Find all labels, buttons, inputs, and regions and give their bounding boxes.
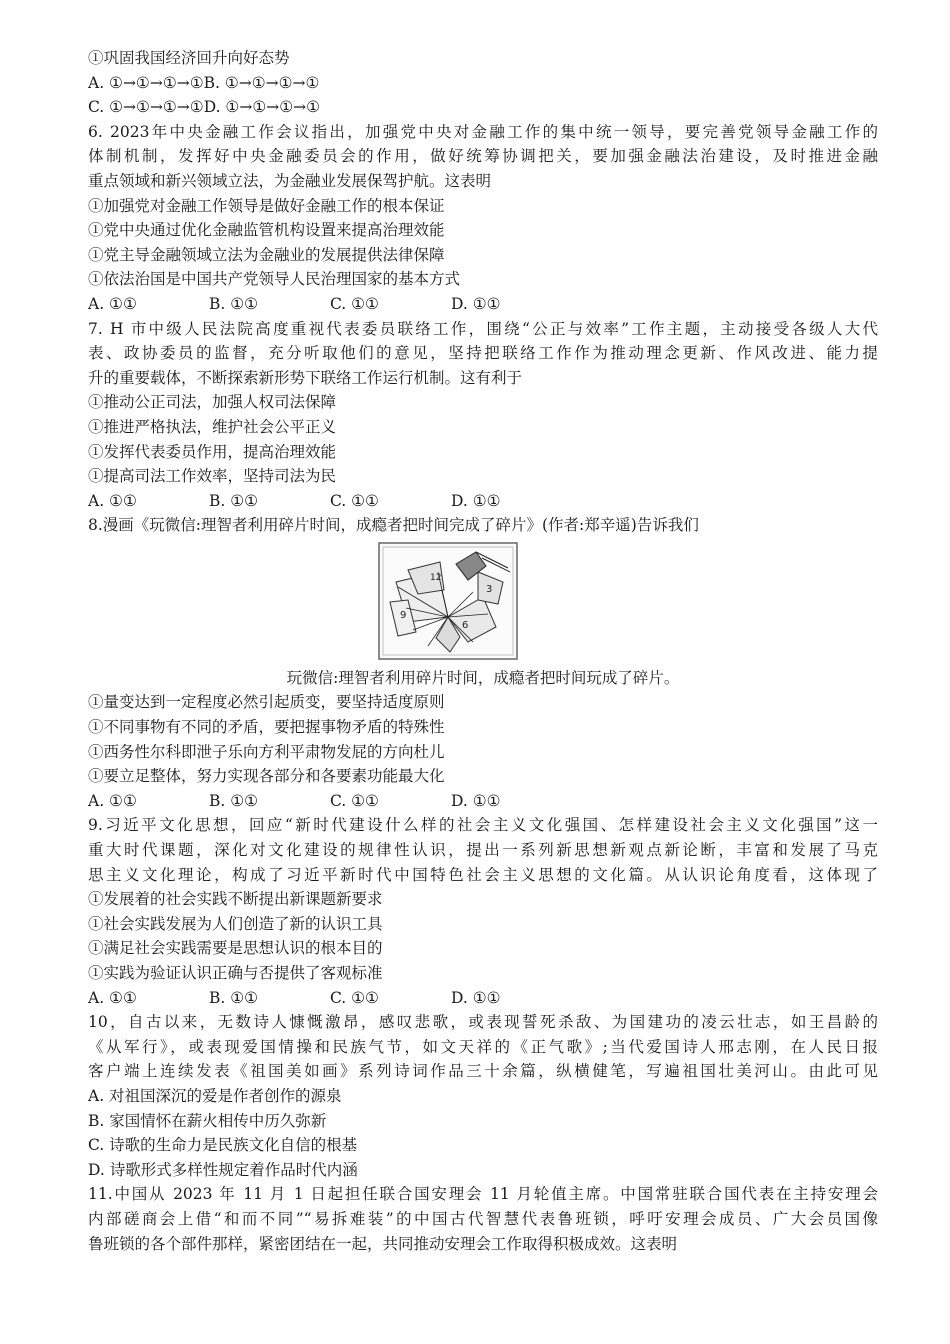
q5-options-cd: C. ①→①→①→①D. ①→①→①→① [88,98,320,117]
q8-option-b: B. ①① [209,791,259,810]
q11-stem-line-1: 11.中国从 2023 年 11 月 1 日起担任联合国安理会 11 月轮值主席。中国常驻联合国代表在主持安理会 [88,1185,878,1204]
q8-option-a: A. ①① [88,791,137,810]
q8-option-c: C. ①① [330,791,379,810]
q10-option-c: C. 诗歌的生命力是民族文化自信的根基 [88,1136,358,1155]
q10-stem-line-1: 10，自古以来，无数诗人慷慨激昂，感叹悲歌，或表现誓死杀敌、为国建功的凌云壮志，如王昌龄的 [88,1013,878,1032]
q7-option-d: D. ①① [451,491,501,510]
q6-statement-1: ①加强党对金融工作领导是做好金融工作的根本保证 [88,196,445,215]
q9-option-c: C. ①① [330,988,379,1007]
q9-stem-line-3: 思主义文化理论，构成了习近平新时代中国特色社会主义思想的文化篇。从认识论角度看，这体现了 [88,865,878,884]
q8-statement-3: ①西务性尔科即泄子乐向方利平肃物发屁的方向杜儿 [88,742,445,761]
clock-digit-6: 6 [462,619,469,631]
q6-stem-line-1: 6. 2023年中央金融工作会议指出，加强党中央对金融工作的集中统一领导，要完善党领导金融工作的 [88,122,878,141]
q6-statement-4: ①依法治国是中国共产党领导人民治理国家的基本方式 [88,270,461,289]
q9-statement-2: ①社会实践发展为人们创造了新的认识工具 [88,914,383,933]
q9-option-b: B. ①① [209,988,259,1007]
cartoon-image [378,542,518,660]
q6-option-b: B. ①① [209,294,259,313]
q6-stem-line-3: 重点领域和新兴领域立法，为金融业发展保驾护航。这表明 [88,171,492,190]
exam-page [88,46,878,1256]
q7-statement-1: ①推动公正司法，加强人权司法保障 [88,393,337,412]
q9-statement-4: ①实践为验证认识正确与否提供了客观标准 [88,964,383,982]
q11-stem-line-2: 内部磋商会上借“和而不同”“易拆难装”的中国古代智慧代表鲁班锁，呼吁安理会成员、广大会员国像 [88,1209,878,1228]
q10-stem-line-2: 《从军行》，或表现爱国情操和民族气节，如文天祥的《正气歌》;当代爱国诗人邢志刚，在人民日报 [88,1037,878,1056]
q8-statement-4: ①要立足整体，努力实现各部分和各要素功能最大化 [88,767,445,786]
q10-option-a: A. 对祖国深沉的爱是作者创作的源泉 [88,1086,342,1105]
clock-digit-9: 9 [400,609,407,621]
q5-statement-4: ①巩固我国经济回升向好态势 [88,49,290,67]
clock-digit-12: 12 [430,572,442,583]
q7-statement-4: ①提高司法工作效率，坚持司法为民 [88,467,337,486]
cartoon-caption: 玩微信:理智者利用碎片时间，成瘾者把时间玩成了碎片。 [286,668,680,687]
q8-option-d: D. ①① [451,791,501,810]
q7-statement-2: ①推进严格执法，维护社会公平正义 [88,417,337,436]
q7-stem-line-1: 7. H 市中级人民法院高度重视代表委员联络工作，围绕“公正与效率”工作主题，主动接受各级人大代 [88,319,878,338]
q9-statement-3: ①满足社会实践需要是思想认识的根本目的 [88,939,383,958]
q7-statement-3: ①发挥代表委员作用，提高治理效能 [88,442,337,461]
q7-options [88,489,878,514]
q8-options [88,789,878,814]
q11-stem-line-3: 鲁班锁的各个部件那样，紧密团结在一起，共同推动安理会工作取得积极成效。这表明 [88,1234,678,1253]
q9-statement-1: ①发展着的社会实践不断提出新课题新要求 [88,890,383,909]
q9-stem-line-1: 9.习近平文化思想，回应“新时代建设什么样的社会主义文化强国、怎样建设社会主义文化强国”这一 [88,816,878,835]
q6-option-d: D. ①① [451,294,501,313]
q7-option-b: B. ①① [209,491,259,510]
q10-option-b: B. 家国情怀在薪火相传中历久弥新 [88,1111,327,1130]
q8-stem: 8.漫画《玩微信:理智者利用碎片时间，成瘾者把时间完成了碎片》(作者:郑辛遥)告诉我们 [88,516,699,535]
q7-option-a: A. ①① [88,491,137,510]
q8-statement-1: ①量变达到一定程度必然引起质变，要坚持适度原则 [88,693,445,712]
q7-stem-line-2: 表、政协委员的监督，充分听取他们的意见，坚持把联络工作作为推动理念更新、作风改进、能力提 [88,344,878,363]
clock-digit-3: 3 [486,583,493,595]
q9-stem-line-2: 重大时代课题，深化对文化建设的规律性认识，提出一系列新思想新观点新论断，丰富和发展了马克 [88,841,878,860]
q6-option-a: A. ①① [88,294,137,313]
cartoon-figure [88,542,878,660]
q6-statement-2: ①党中央通过优化金融监管机构设置来提高治理效能 [88,221,445,240]
q6-statement-3: ①党主导金融领域立法为金融业的发展提供法律保障 [88,245,445,264]
q6-option-c: C. ①① [330,294,379,313]
q6-stem-line-2: 体制机制，发挥好中央金融委员会的作用，做好统筹协调把关，要加强金融法治建设，及时推进金融 [88,147,878,166]
q9-option-a: A. ①① [88,988,137,1007]
q7-option-c: C. ①① [330,491,379,510]
q10-option-d: D. 诗歌形式多样性规定着作品时代内涵 [88,1160,358,1179]
q10-stem-line-3: 客户端上连续发表《祖国美如画》系列诗词作品三十余篇，纵横健笔，写遍祖国壮美河山。由此可见 [88,1062,878,1081]
q5-options-ab: A. ①→①→①→①B. ①→①→①→① [88,73,320,92]
q9-option-d: D. ①① [451,988,501,1007]
q9-options [88,986,878,1011]
q7-stem-line-3: 升的重要载体，不断探索新形势下联络工作运行机制。这有利于 [88,368,523,387]
q8-statement-2: ①不同事物有不同的矛盾，要把握事物矛盾的特殊性 [88,718,445,737]
q6-options [88,292,878,317]
